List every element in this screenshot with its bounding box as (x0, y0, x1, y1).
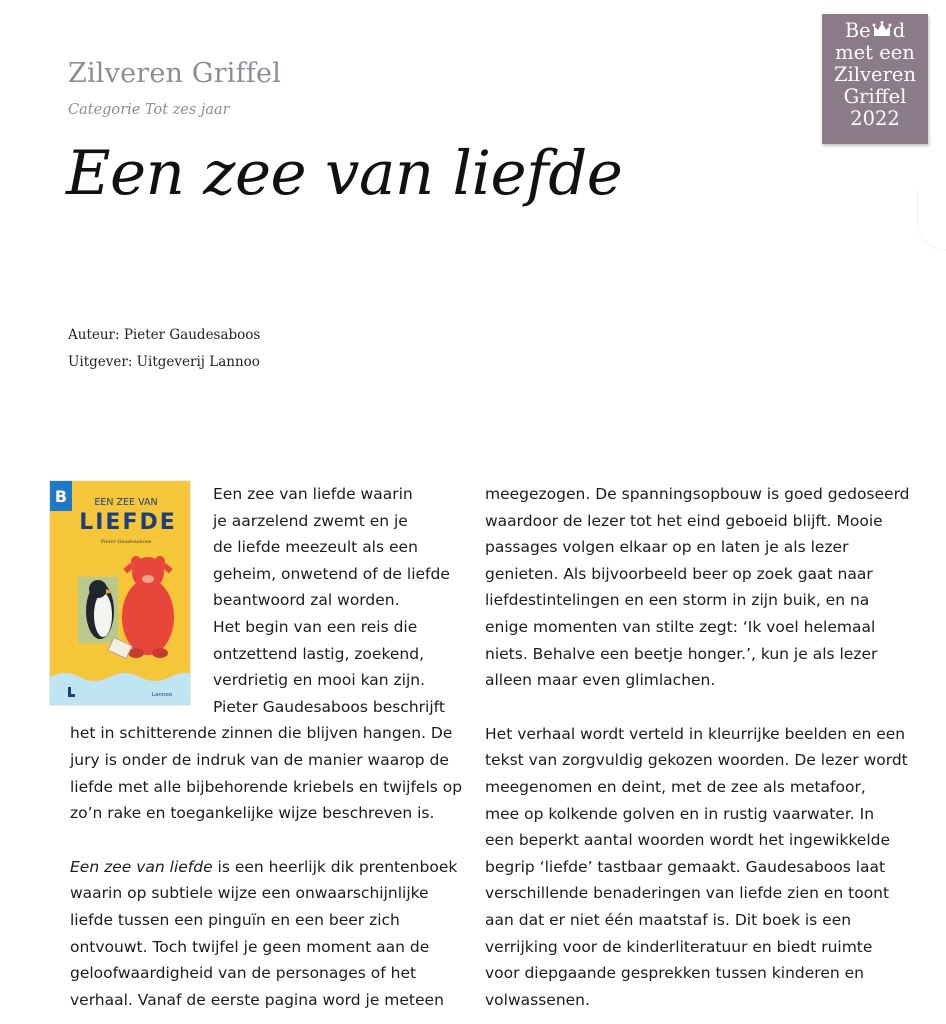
page-corner-decoration (917, 190, 946, 251)
text-line: niets. Behalve een beetje honger.’, kun je als lezer (485, 644, 878, 663)
badge-line-1-start: Be (844, 19, 871, 42)
badge-line-1 (822, 20, 928, 42)
text-line: voor diepgaande gesprekken tussen kinderen en (485, 964, 864, 983)
text-line: enige momenten van stilte zegt: ‘Ik voel helemaal (485, 617, 876, 636)
text-line: zo’n rake en toegankelijke wijze beschreven is. (70, 804, 435, 823)
text-line-rest: is een heerlijk dik prentenboek (212, 857, 458, 876)
badge-year: 2022 (850, 107, 900, 130)
author-line: Auteur: Pieter Gaudesaboos (68, 327, 261, 343)
badge-line-4: Griffel (843, 85, 907, 108)
text-line: mee op kolkende golven en in rustig vaarwater. In (485, 804, 875, 823)
badge-line-2: met een (835, 41, 915, 64)
text-line: tekst van zorgvuldig gekozen woorden. De lezer wordt (485, 751, 908, 770)
text-line: Het verhaal wordt verteld in kleurrijke beelden en een (485, 724, 906, 743)
text-line: volwassenen. (485, 990, 590, 1009)
text-line: verhaal. Vanaf de eerste pagina word je meteen (70, 990, 444, 1009)
text-line: begrip ‘liefde’ tastbaar gemaakt. Gaudesaboos laat (485, 857, 886, 876)
text-line: de liefde meezeult als een (213, 538, 418, 557)
text-line: een beperkt aantal woorden wordt het ingewikkelde (485, 831, 890, 850)
crown-icon (872, 21, 892, 39)
text-line: liefde tussen een pinguïn en een beer zich (70, 910, 400, 929)
text-line: verschillende benaderingen van liefde zien en toont (485, 884, 890, 903)
review-paragraph-1 (70, 481, 470, 827)
text-line: ontvouwt. Toch twijfel je geen moment aan de (70, 937, 430, 956)
text-line: liefde met alle bijbehorende kriebels en twijfels op (70, 777, 463, 796)
text-line: geheim, onwetend of de liefde (213, 564, 450, 583)
category-label: Categorie Tot zes jaar (68, 102, 230, 118)
review-paragraph-3 (485, 481, 910, 694)
text-line: alleen maar even glimlachen. (485, 671, 716, 690)
text-line: meegezogen. De spanningsopbouw is goed gedoseerd (485, 485, 910, 503)
text-line: verrijking voor de kinderliteratuur en biedt ruimte (485, 937, 873, 956)
book-title-inline: Een zee van liefde (70, 857, 213, 876)
section-title: Zilveren Griffel (68, 58, 282, 89)
text-line: Het begin van een reis die (213, 617, 418, 636)
right-column (485, 481, 910, 1013)
award-badge (822, 14, 928, 144)
cover-title-line-1: EEN ZEE VAN (94, 497, 158, 508)
text-line: ontzettend lastig, zoekend, (213, 644, 424, 663)
cover-author: Pieter Gaudesaboos (100, 539, 152, 545)
text-line: waarin op subtiele wijze een onwaarschijnlijke (70, 884, 429, 903)
text-line (70, 854, 470, 881)
publisher-line: Uitgever: Uitgeverij Lannoo (68, 354, 260, 370)
text-line: meegenomen en deint, met de zee als metafoor, (485, 777, 866, 796)
text-line: het in schitterende zinnen die blijven hangen. De (70, 724, 453, 743)
text-line: passages volgen elkaar op en laten je als lezer (485, 538, 849, 557)
text-line: je aarzelend zwemt en je (213, 511, 408, 530)
text-line: Pieter Gaudesaboos beschrijft (213, 697, 445, 716)
text-line: jury is onder de indruk van de manier waarop de (70, 750, 449, 769)
text-line: liefdestintelingen en een storm in zijn buik, en na (485, 591, 870, 610)
cover-badge-letter: B (54, 487, 68, 506)
review-paragraph-2 (70, 854, 470, 1014)
text-line: aan dat er niet één maatstaf is. Dit boek is een (485, 910, 852, 929)
cover-publisher: Lannoo (151, 692, 173, 698)
text-line: beantwoord zal worden. (213, 591, 400, 610)
text-line: Een zee van liefde waarin (213, 485, 413, 503)
review-paragraph-4 (485, 721, 908, 1014)
cover-title-line-2: LIEFDE (79, 510, 177, 535)
text-line: genieten. Als bijvoorbeeld beer op zoek gaat naar (485, 564, 873, 583)
badge-line-1-end: d (892, 19, 906, 42)
left-column (70, 481, 470, 1013)
book-title: Een zee van liefde (66, 138, 623, 209)
text-line: waardoor de lezer tot het eind geboeid blijft. Mooie (485, 511, 883, 530)
badge-line-3: Zilveren (834, 63, 916, 86)
text-line: verdrietig en mooi kan zijn. (213, 671, 426, 690)
text-line: geloofwaardigheid van de personages of het (70, 964, 417, 983)
